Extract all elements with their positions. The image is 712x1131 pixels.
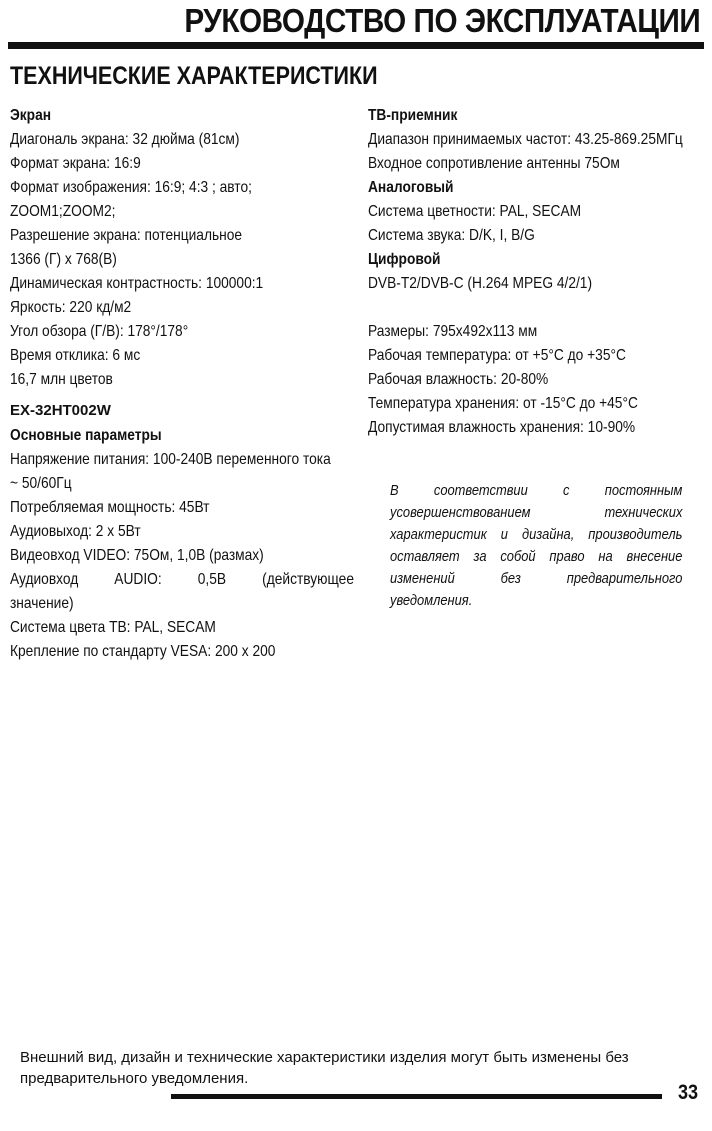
- spec-line: Диапазон принимаемых частот: 43.25-869.25МГц: [368, 131, 683, 148]
- spec-line: Система звука: D/K, I, B/G: [368, 227, 535, 244]
- spec-line: 16,7 млн цветов: [10, 371, 113, 388]
- digital-heading: Цифровой: [368, 251, 441, 268]
- main-params-heading: Основные параметры: [10, 427, 162, 444]
- screen-heading: Экран: [10, 107, 52, 124]
- spec-line: Диагональ экрана: 32 дюйма (81см): [10, 131, 240, 148]
- model-number: EX-32HT002W: [10, 402, 111, 419]
- spec-line: ~ 50/60Гц: [10, 475, 72, 492]
- spec-line: Видеовход VIDEO: 75Ом, 1,0В (размах): [10, 547, 264, 564]
- left-column: [10, 104, 355, 664]
- spec-line: Допустимая влажность хранения: 10-90%: [368, 419, 636, 436]
- spec-line: Система цветности: PAL, SECAM: [368, 203, 582, 220]
- spec-line: Потребляемая мощность: 45Вт: [10, 499, 210, 516]
- spec-line: Угол обзора (Г/В): 178°/178°: [10, 323, 189, 340]
- spec-line: Яркость: 220 кд/м2: [10, 299, 132, 316]
- spec-line: Рабочая влажность: 20-80%: [368, 371, 549, 388]
- spec-line: Размеры: 795х492х113 мм: [368, 323, 538, 340]
- section-title: ТЕХНИЧЕСКИЕ ХАРАКТЕРИСТИКИ: [10, 62, 378, 90]
- spec-line: Система цвета ТВ: PAL, SECAM: [10, 619, 216, 636]
- spec-line: Аудиовыход: 2 х 5Вт: [10, 523, 141, 540]
- footer-rule: [171, 1094, 662, 1099]
- spec-line: значение): [10, 595, 74, 612]
- tv-receiver-heading: ТВ-приемник: [368, 107, 458, 124]
- page-header-title: РУКОВОДСТВО ПО ЭКСПЛУАТАЦИИ: [184, 2, 700, 39]
- spec-line: Рабочая температура: от +5°С до +35°С: [368, 347, 626, 364]
- spec-line: Напряжение питания: 100-240В переменного тока: [10, 451, 331, 468]
- analog-heading: Аналоговый: [368, 179, 454, 196]
- spec-line: Температура хранения: от -15°С до +45°С: [368, 395, 638, 412]
- spec-line: Крепление по стандарту VESA: 200 х 200: [10, 643, 276, 660]
- header-rule: [8, 42, 704, 49]
- spec-line: DVB-T2/DVB-C (H.264 MPEG 4/2/1): [368, 275, 593, 292]
- spec-line: ZOOM1;ZOOM2;: [10, 203, 116, 220]
- disclaimer-note: В соответствии с постоянным усовершенствованием технических характеристик и дизайна, производитель оставляет за собой право на внесение изменений без предварительного уведомления.: [390, 482, 683, 609]
- page-number: 33: [678, 1081, 699, 1104]
- spec-line: Формат экрана: 16:9: [10, 155, 141, 172]
- spec-line: Динамическая контрастность: 100000:1: [10, 275, 264, 292]
- audio-input-line: Аудиовход AUDIO: 0,5В (действующее: [10, 571, 354, 588]
- spec-line: Время отклика: 6 мс: [10, 347, 141, 364]
- spec-line: Формат изображения: 16:9; 4:3 ; авто;: [10, 179, 252, 196]
- right-column: [368, 104, 712, 440]
- spec-line: Входное сопротивление антенны 75Ом: [368, 155, 620, 172]
- footer-text: Внешний вид, дизайн и технические характеристики изделия могут быть изменены без предварительного уведомления.: [20, 1049, 629, 1087]
- spec-line: Разрешение экрана: потенциальное: [10, 227, 243, 244]
- spec-line: 1366 (Г) х 768(В): [10, 251, 117, 268]
